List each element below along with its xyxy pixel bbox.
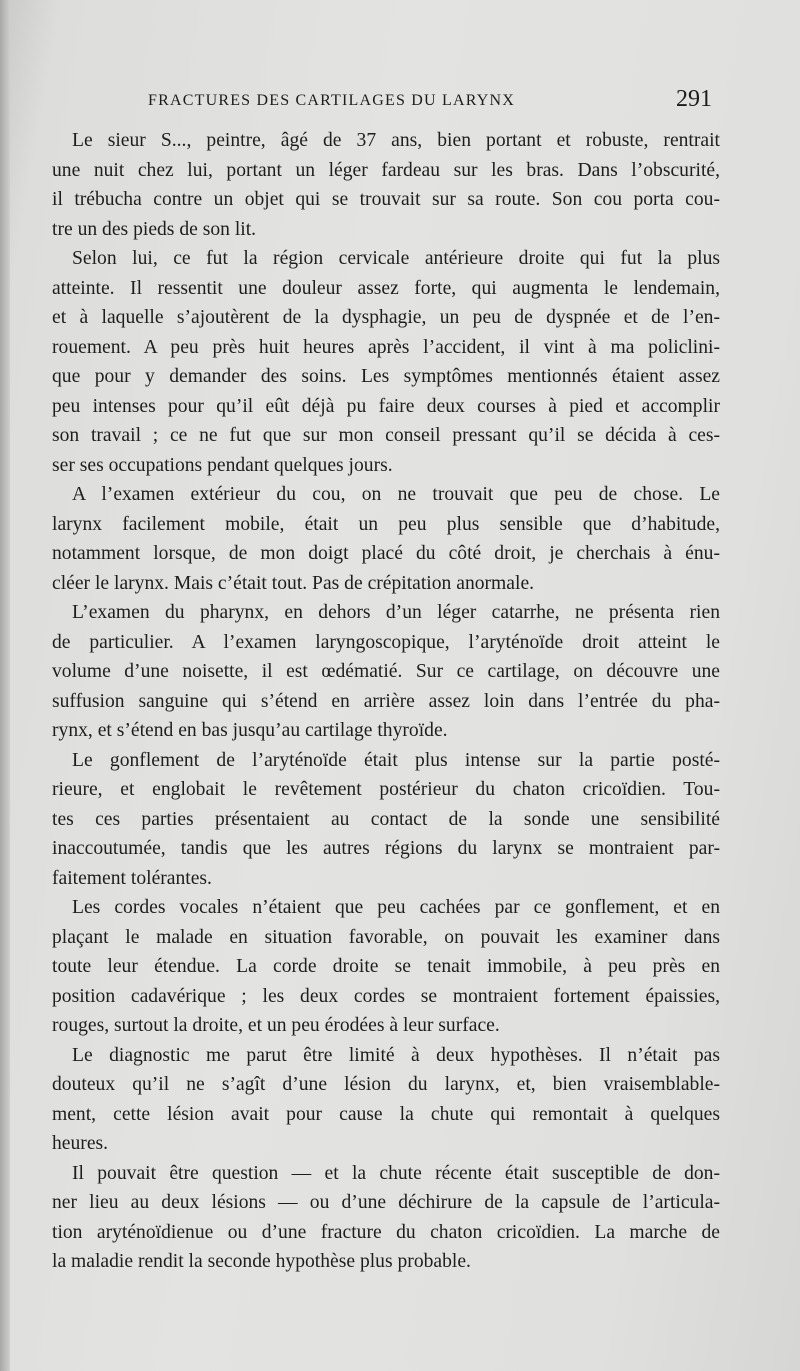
text-line: de particulier. A l’examen laryngoscopique, l’aryténoïde droit atteint le (52, 631, 720, 653)
text-line: faitement tolérantes. (52, 867, 212, 889)
text-line: rouges, surtout la droite, et un peu érodées à leur surface. (52, 1015, 500, 1036)
text-line: peu intenses pour qu’il eût déjà pu faire deux courses à pied et accomplir (52, 395, 720, 417)
text-line: tion aryténoïdienue ou d’une fracture du chaton cricoïdien. La marche de (52, 1221, 720, 1243)
text-line: plaçant le malade en situation favorable, on pouvait les examiner dans (52, 926, 720, 948)
text-line: Les cordes vocales n’étaient que peu cachées par ce gonflement, et en (72, 897, 720, 918)
text-line: Selon lui, ce fut la région cervicale antérieure droite qui fut la plus (72, 248, 720, 269)
text-line: position cadavérique ; les deux cordes se montraient fortement épaissies, (52, 985, 720, 1007)
text-line: heures. (52, 1133, 109, 1154)
text-line: rynx, et s’étend en bas jusqu’au cartilage thyroïde. (52, 720, 448, 741)
text-line: ner lieu au deux lésions — ou d’une déchirure de la capsule de l’articula- (52, 1192, 720, 1213)
text-line: douteux qu’il ne s’agît d’une lésion du larynx, et, bien vraisemblable- (52, 1074, 720, 1095)
text-line: tre un des pieds de son lit. (52, 218, 257, 240)
text-line: notamment lorsque, de mon doigt placé du côté droit, je cherchais à énu- (52, 543, 720, 564)
text-line: larynx facilement mobile, était un peu plus sensible que d’habitude, (52, 513, 720, 535)
text-line: rieure, et englobait le revêtement postérieur du chaton cricoïdien. Tou- (52, 779, 720, 800)
running-title: FRACTURES DES CARTILAGES DU LARYNX (148, 92, 515, 109)
text-line: Le gonflement de l’aryténoïde était plus intense sur la partie posté- (72, 749, 720, 771)
text-line: rouement. A peu près huit heures après l’accident, il vint à ma policlini- (52, 336, 720, 358)
text-line: ment, cette lésion avait pour cause la chute qui remontait à quelques (52, 1103, 720, 1125)
text-line: que pour y demander des soins. Les symptômes mentionnés étaient assez (52, 366, 720, 387)
text-line: cléer le larynx. Mais c’était tout. Pas de crépitation anormale. (52, 572, 535, 594)
text-line: une nuit chez lui, portant un léger fardeau sur les bras. Dans l’obscurité, (52, 159, 720, 181)
text-line: son travail ; ce ne fut que sur mon conseil pressant qu’il se décida à ces- (52, 425, 720, 446)
text-line: inaccoutumée, tandis que les autres régions du larynx se montraient par- (52, 838, 720, 859)
text-line: volume d’une noisette, il est œdématié. Sur ce cartilage, on découvre une (52, 661, 720, 682)
text-line: suffusion sanguine qui s’étend en arrière assez loin dans l’entrée du pha- (52, 690, 720, 712)
text-line: Le diagnostic me parut être limité à deux hypothèses. Il n’était pas (72, 1044, 720, 1066)
text-line: L’examen du pharynx, en dehors d’un léger catarrhe, ne présenta rien (72, 602, 720, 623)
text-line: A l’examen extérieur du cou, on ne trouvait que peu de chose. Le (72, 484, 720, 505)
body-text (52, 126, 720, 1277)
page-number: 291 (676, 86, 712, 112)
text-line: il trébucha contre un objet qui se trouvait sur sa route. Son cou porta cou- (52, 189, 720, 210)
text-line: toute leur étendue. La corde droite se tenait immobile, à peu près en (52, 956, 720, 977)
text-line: Il pouvait être question — et la chute récente était susceptible de don- (72, 1162, 720, 1184)
text-line: atteinte. Il ressentit une douleur assez forte, qui augmenta le lendemain, (52, 277, 720, 299)
page-binding-shadow (0, 0, 10, 1371)
text-line: et à laquelle s’ajoutèrent de la dysphagie, un peu de dyspnée et de l’en- (52, 307, 720, 328)
running-header (148, 86, 718, 118)
text-line: la maladie rendit la seconde hypothèse plus probable. (52, 1251, 471, 1272)
text-line: Le sieur S..., peintre, âgé de 37 ans, bien portant et robuste, rentrait (72, 130, 720, 151)
text-line: tes ces parties présentaient au contact de la sonde une sensibilité (52, 808, 720, 830)
text-line: ser ses occupations pendant quelques jours. (52, 454, 393, 476)
